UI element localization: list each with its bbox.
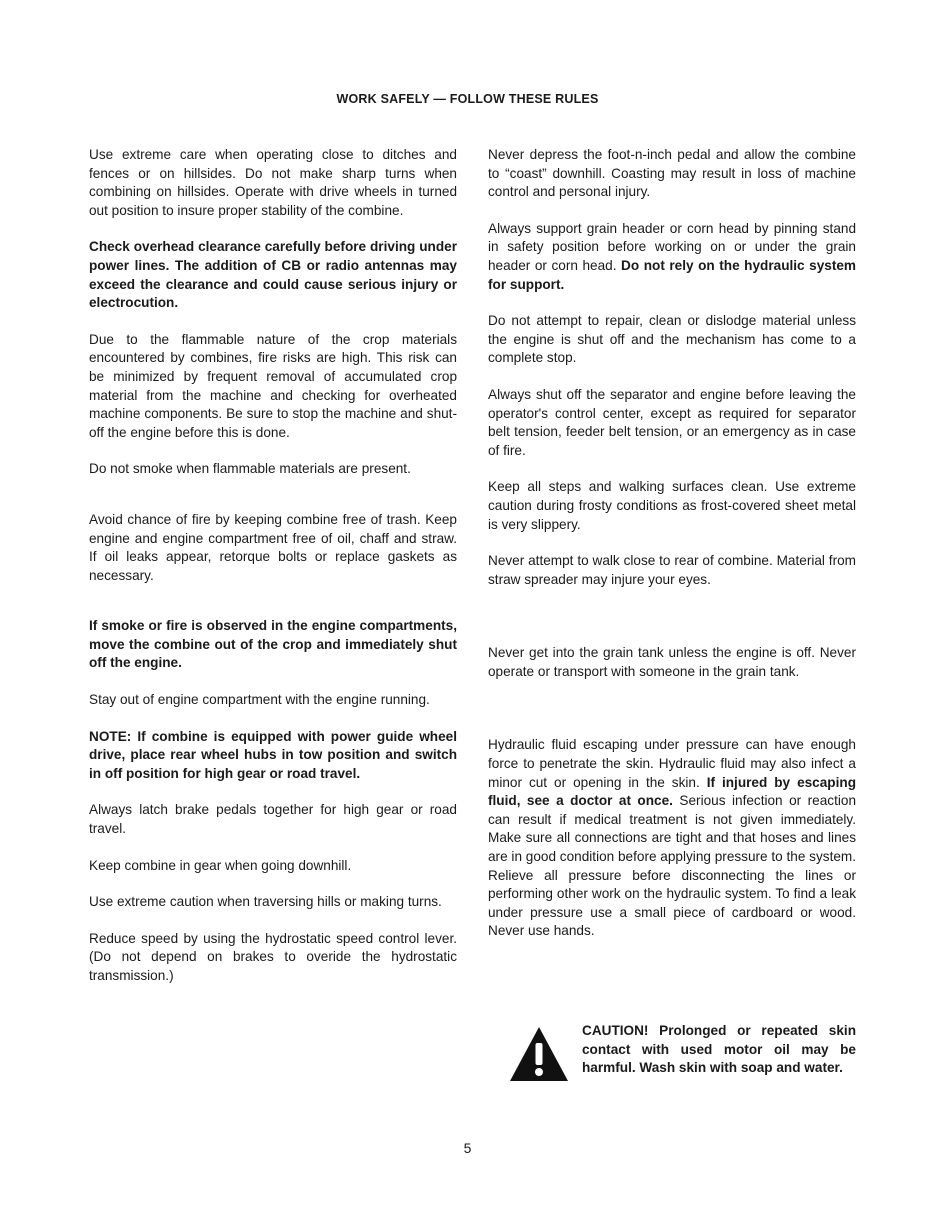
- page-title: WORK SAFELY — FOLLOW THESE RULES: [336, 92, 599, 106]
- left-column: [89, 146, 457, 986]
- rule-steps-clean: Keep all steps and walking surfaces clean. Use extreme caution during frosty conditions as frost-covered sheet metal is very slippery.: [488, 479, 856, 532]
- hydraulic-text-2: Serious infection or reaction can result if medical treatment is not given immediately. Make sure all connections are tight and that hoses and lines are in good condition before applying pressure to the system. Relieve all pressure before disconnecting the lines or performing other work on the hydraulic system. To find a leak under pressure use a small piece of cardboard or wood. Never use hands.: [488, 793, 857, 939]
- caution-text: CAUTION! Prolonged or repeated skin contact with used motor oil may be harmful. Wash skin with soap and water.: [582, 1023, 856, 1076]
- page-number: 5: [463, 1140, 472, 1156]
- caution-box: [488, 1022, 858, 1102]
- rule-rear-of-combine: Never attempt to walk close to rear of combine. Material from straw spreader may injure your eyes.: [488, 553, 856, 587]
- hydraulic-text-1: Hydraulic fluid escaping under pressure can have enough force to penetrate the skin. Hydraulic fluid may also infect a minor cut or opening in the skin.: [488, 737, 856, 790]
- rule-support-header: [488, 220, 856, 294]
- note-power-guide: [89, 728, 457, 784]
- rule-shut-off-separator: Always shut off the separator and engine before leaving the operator's control center, except as required for separator belt tension, feeder belt tension, or an emergency as in case of fire.: [488, 386, 856, 458]
- rule-avoid-fire: Avoid chance of fire by keeping combine free of trash. Keep engine and engine compartment free of oil, chaff and straw. If oil leaks appear, retorque bolts or replace gaskets as necessary.: [89, 511, 457, 583]
- rule-traversing-hills: Use extreme caution when traversing hills or making turns.: [89, 894, 442, 910]
- rule-gear-downhill: Keep combine in gear when going downhill.: [89, 857, 352, 873]
- rule-repair: Do not attempt to repair, clean or dislodge material unless the engine is shut off and the mechanism has come to a complete stop.: [488, 313, 856, 366]
- rule-ditches-hillsides: Use extreme care when operating close to ditches and fences or on hillsides. Do not make sharp turns when combining on hillsides. Operate with drive wheels in turned out position to insure proper stability of the combine.: [89, 147, 457, 218]
- rule-overhead-clearance: Check overhead clearance carefully before driving under power lines. The addition of CB or radio antennas may exceed the clearance and could cause serious injury or electrocution.: [89, 239, 457, 311]
- rule-reduce-speed: Reduce speed by using the hydrostatic speed control lever. (Do not depend on brakes to overide the hydrostatic transmission.): [89, 930, 457, 983]
- right-column: [488, 146, 856, 941]
- note-label: NOTE:: [89, 728, 132, 744]
- note-text: If combine is equipped with power guide wheel drive, place rear wheel hubs in tow position and switch in off position for high gear or road travel.: [89, 728, 457, 781]
- rule-engine-compartment: Stay out of engine compartment with the engine running.: [89, 692, 430, 708]
- rule-brake-pedals: Always latch brake pedals together for high gear or road travel.: [89, 802, 457, 837]
- rule-fire-risk: Due to the flammable nature of the crop materials encountered by combines, fire risks are high. This risk can be minimized by frequent removal of accumulated crop material from the machine and checking for overheated machine components. Be sure to stop the machine and shut-off the engine before this is done.: [89, 331, 457, 440]
- rule-foot-n-inch: Never depress the foot-n-inch pedal and allow the combine to “coast” downhill. Coasting may result in loss of machine control and personal injury.: [488, 147, 856, 200]
- rule-no-smoking: Do not smoke when flammable materials are present.: [89, 461, 411, 477]
- rule-grain-tank: Never get into the grain tank unless the engine is off. Never operate or transport with someone in the grain tank.: [488, 645, 856, 679]
- rule-smoke-fire-observed: If smoke or fire is observed in the engine compartments, move the combine out of the crop and immediately shut off the engine.: [89, 618, 457, 671]
- hydraulic-warning: If injured by escaping fluid, see a doctor at once.: [488, 774, 856, 809]
- support-header-warning: Do not rely on the hydraulic system for support.: [488, 257, 857, 292]
- rule-hydraulic-fluid: [488, 736, 856, 941]
- support-header-text: Always support grain header or corn head by pinning stand in safety position before working on or under the grain header or corn head.: [488, 220, 856, 273]
- warning-triangle-icon: [508, 1025, 570, 1083]
